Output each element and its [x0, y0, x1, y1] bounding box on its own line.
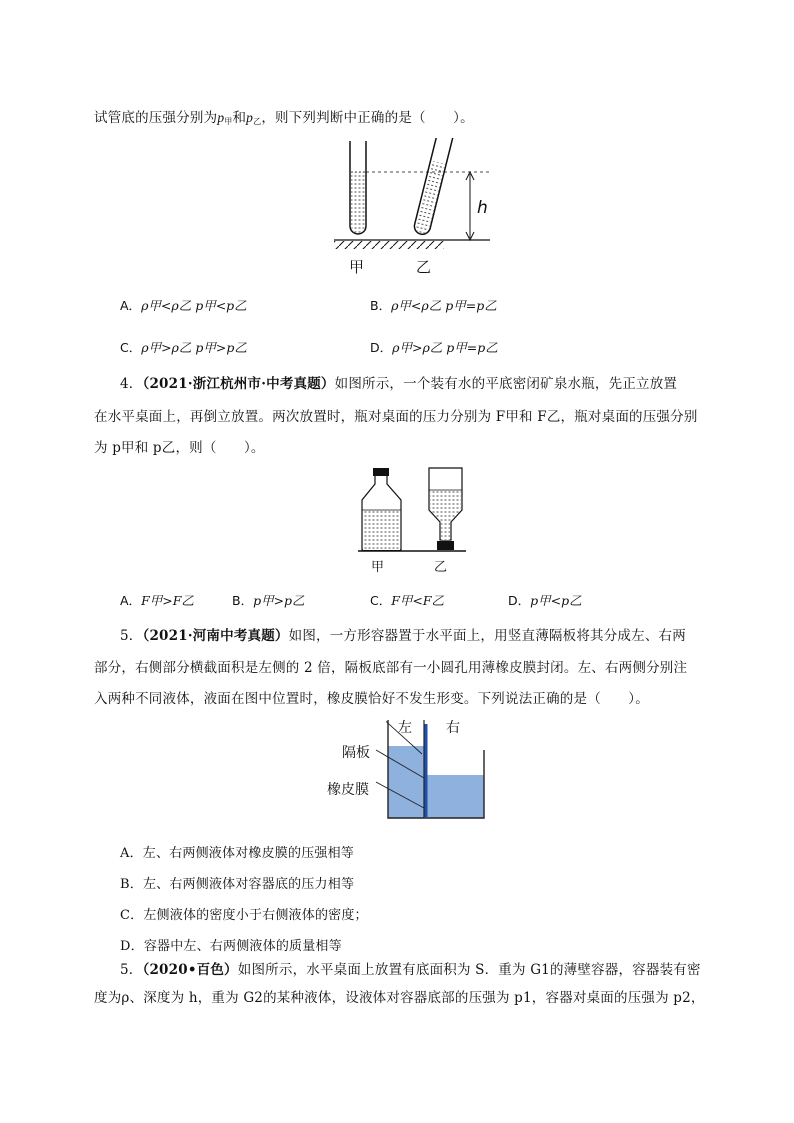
bottle-yi-cap	[437, 541, 454, 550]
fig-label-yi: 乙	[416, 258, 432, 276]
bottle-figure	[356, 462, 468, 558]
label-membrane: 橡皮膜	[327, 782, 369, 798]
q5a-stem-line1: 5．（2021·河南中考真题）如图，一方形容器置于水平面上，用竖直薄隔板将其分成左、右两	[120, 628, 686, 644]
fig-label-jia: 甲	[371, 560, 385, 575]
label-right: 右	[446, 720, 460, 736]
q4-option-d[interactable]: D．p甲<p乙	[508, 593, 582, 608]
fig-label-yi: 乙	[434, 560, 448, 575]
q3-option-b[interactable]: B．ρ甲<ρ乙 p甲=p乙	[370, 298, 497, 313]
q4-source: （2021·浙江杭州市·中考真题）	[142, 376, 335, 392]
q3-stem-text: 试管底的压强分别为	[94, 110, 218, 126]
q3-option-d[interactable]: D．ρ甲>ρ乙 p甲=p乙	[370, 340, 498, 355]
fig-label-jia: 甲	[349, 258, 365, 276]
h-label: h	[477, 198, 488, 218]
q5b-stem-line2: 度为ρ、深度为 h，重为 G2的某种液体，设液体对容器底部的压强为 p1，容器对桌面的压强为 p2，	[94, 990, 705, 1006]
q5a-option-a[interactable]: A．左、右两侧液体对橡皮膜的压强相等	[120, 846, 354, 861]
leader-lines	[372, 740, 432, 810]
q5a-stem-line3: 入两种不同液体，液面在图中位置时，橡皮膜恰好不发生形变。下列说法正确的是（ ）。	[94, 691, 649, 707]
q5b-stem-line1: 5．（2020•百色）如图所示，水平桌面上放置有底面积为 S．重为 G1的薄壁容器，容器装有密	[120, 962, 701, 978]
tube-jia-liquid	[351, 172, 365, 233]
q5a-stem-line2: 部分，右侧部分横截面积是左侧的 2 倍，隔板底部有一小圆孔用薄橡皮膜封闭。左、右两侧分别注	[94, 660, 688, 676]
q5a-option-b[interactable]: B．左、右两侧液体对容器底的压力相等	[120, 877, 355, 892]
q4-stem-line1: 4．（2021·浙江杭州市·中考真题）如图所示，一个装有水的平底密闭矿泉水瓶，先正立放置	[120, 376, 678, 392]
q3-stem-line: 试管底的压强分别为$p_甲$和$p_乙$，则下列判断中正确的是（ ）。	[94, 110, 474, 126]
q4-option-b[interactable]: B．p甲>p乙	[232, 593, 305, 608]
label-left: 左	[398, 720, 412, 736]
bottle-jia-cap	[373, 468, 389, 476]
q3-option-a[interactable]: A．ρ甲<ρ乙 p甲<p乙	[120, 298, 247, 313]
q5a-source: （2021·河南中考真题）	[142, 628, 289, 644]
q5b-source: （2020•百色）	[142, 962, 238, 978]
bottle-jia-water	[363, 510, 400, 550]
q5a-option-c[interactable]: C．左侧液体的密度小于右侧液体的密度；	[120, 908, 368, 923]
q4-option-a[interactable]: A．F甲>F乙	[120, 593, 194, 608]
bottle-yi-water	[430, 490, 461, 540]
q3-option-c[interactable]: C．ρ甲>ρ乙 p甲>p乙	[120, 340, 247, 355]
label-partition: 隔板	[342, 745, 370, 761]
q4-option-c[interactable]: C．F甲<F乙	[370, 593, 445, 608]
q5a-option-d[interactable]: D．容器中左、右两侧液体的质量相等	[120, 939, 342, 954]
right-liquid	[426, 775, 484, 818]
q4-stem-line3: 为 p甲和 p乙，则（ ）。	[94, 440, 265, 456]
q4-stem-line2: 在水平桌面上，再倒立放置。两次放置时，瓶对桌面的压力分别为 F甲和 F乙，瓶对桌面的压强分别	[94, 409, 698, 425]
